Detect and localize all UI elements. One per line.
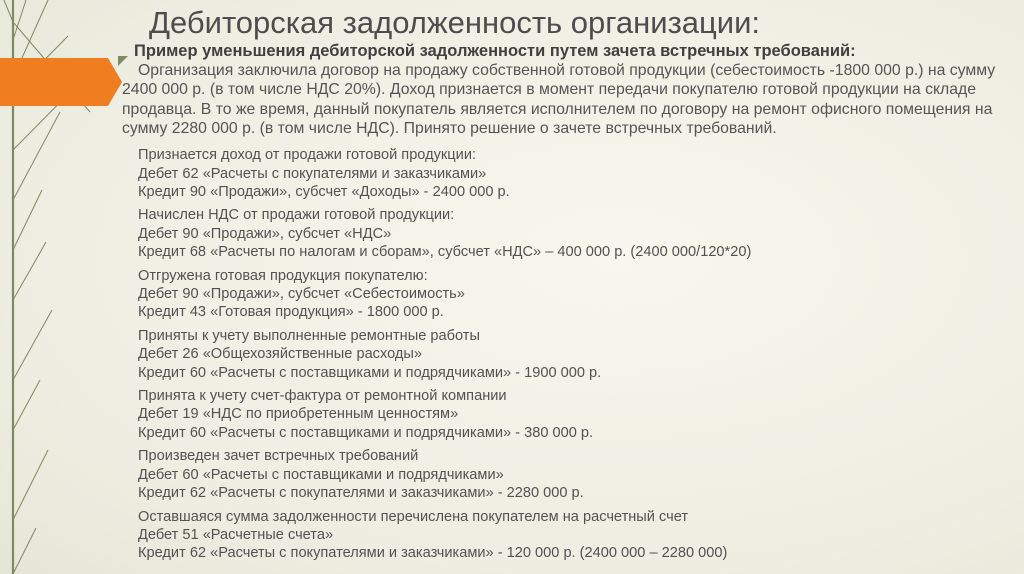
entry-credit: Кредит 60 «Расчеты с поставщиками и подрядчиками» - 380 000 р.	[138, 424, 594, 441]
slide-title: Дебиторская задолженность организации:	[149, 5, 761, 40]
entry-description: Принята к учету счет-фактура от ремонтной компании	[138, 388, 507, 405]
deco-line	[13, 242, 46, 300]
entry-description: Произведен зачет встречных требований	[138, 448, 419, 465]
entry-credit: Кредит 68 «Расчеты по налогам и сборам», субсчет «НДС» – 400 000 р. (2400 000/120*20)	[138, 244, 752, 261]
subtitle: Пример уменьшения дебиторской задолженности путем зачета встречных требований:	[134, 42, 856, 60]
entry-description: Отгружена готовая продукция покупателю:	[138, 267, 428, 284]
journal-entries	[122, 146, 1017, 563]
entry-credit: Кредит 90 «Продажи», субсчет «Доходы» - 2400 000 р.	[138, 184, 510, 200]
journal-entry-2	[138, 206, 1017, 261]
journal-entry-3	[138, 267, 1017, 322]
journal-entry-7	[138, 508, 1017, 563]
deco-line	[13, 0, 26, 40]
entry-credit: Кредит 62 «Расчеты с покупателями и заказчиками» - 2280 000 р.	[138, 485, 584, 502]
entry-credit: Кредит 62 «Расчеты с покупателями и заказчиками» - 120 000 р. (2400 000 – 2280 000)	[138, 545, 728, 562]
entry-credit: Кредит 43 «Готовая продукция» - 1800 000 р.	[138, 304, 444, 321]
deco-line	[13, 190, 42, 250]
entry-debit: Дебет 90 «Продажи», субсчет «НДС»	[138, 225, 392, 242]
entry-debit: Дебет 51 «Расчетные счета»	[138, 526, 334, 543]
content-area	[122, 41, 1017, 568]
journal-entry-1	[138, 146, 1017, 201]
entry-debit: Дебет 90 «Продажи», субсчет «Себестоимость»	[138, 286, 465, 303]
entry-debit: Дебет 62 «Расчеты с покупателями и заказчиками»	[138, 165, 487, 182]
journal-entry-6	[138, 447, 1017, 502]
entry-description: Признается доход от продажи готовой продукции:	[138, 147, 477, 164]
journal-entry-4	[138, 327, 1017, 382]
deco-line	[13, 310, 52, 380]
entry-description: Оставшаяся сумма задолженности перечислена покупателем на расчетный счет	[138, 508, 689, 525]
deco-line	[13, 380, 40, 430]
entry-debit: Дебет 60 «Расчеты с поставщиками и подрядчиками»	[138, 466, 504, 483]
entry-debit: Дебет 19 «НДС по приобретенным ценностям»	[138, 406, 459, 423]
deco-line	[13, 528, 36, 574]
entry-description: Приняты к учету выполненные ремонтные работы	[138, 327, 480, 344]
intro-paragraph: Организация заключила договор на продажу собственной готовой продукции (себестоимость -1800 000 р.) на сумму 2400 000 р. (в том числе НДС 20%). Доход признается в момент передачи покупателю готовой продукции на складе продавца. В то же время, данный покупатель является исполнителем по договору на ремонт офисного помещения на сумму 2280 000 р. (в том числе НДС). Принято решение о зачете встречных требований.	[122, 62, 996, 137]
deco-line	[13, 450, 48, 520]
journal-entry-5	[138, 387, 1017, 442]
entry-description: Начислен НДС от продажи готовой продукции:	[138, 207, 455, 224]
deco-line	[13, 112, 60, 200]
deco-line	[4, 0, 13, 22]
accent-arrow-shape	[0, 58, 122, 106]
entry-debit: Дебет 26 «Общехозяйственные расходы»	[138, 346, 423, 363]
entry-credit: Кредит 60 «Расчеты с поставщиками и подрядчиками» - 1900 000 р.	[138, 364, 602, 381]
